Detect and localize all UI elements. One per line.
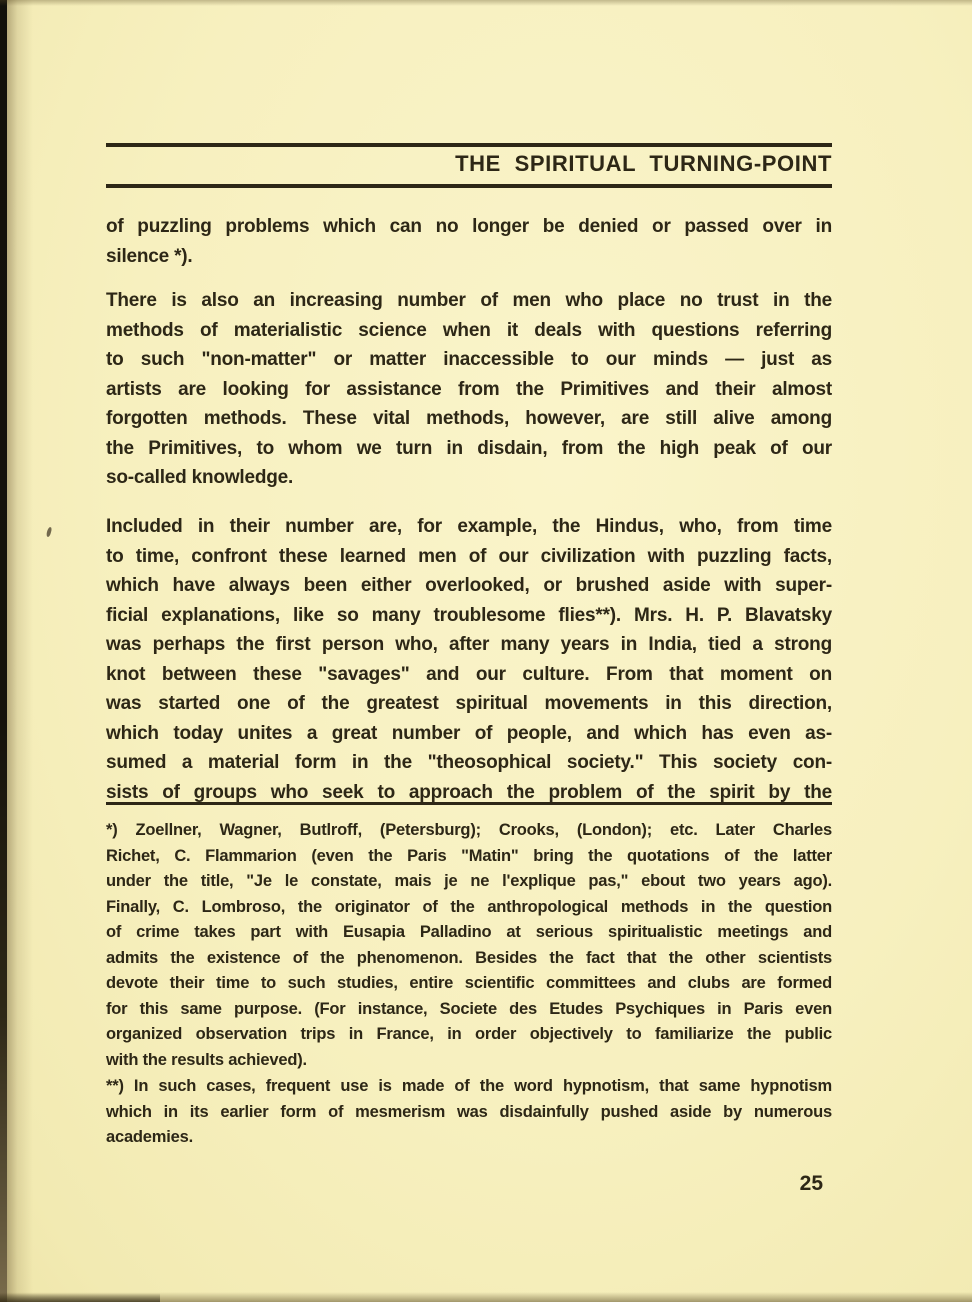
footnote	[106, 1074, 832, 1151]
text-line: organized observation trips in France, in order objectively to familiarize the public	[106, 1025, 832, 1043]
text-line: of puzzling problems which can no longer be denied or passed over in	[106, 216, 832, 237]
text-line: Finally, C. Lombroso, the originator of the anthropological methods in the question	[106, 897, 832, 916]
scan-binding-strip	[0, 0, 7, 1302]
footnote-separator-rule	[106, 802, 832, 805]
text-line: silence *).	[106, 245, 193, 267]
paragraph	[106, 212, 832, 271]
paragraph	[106, 512, 832, 807]
text-line: academies.	[106, 1128, 193, 1146]
text-line: There is also an increasing number of men who place no trust in the	[106, 290, 832, 311]
text-line: devote their time to such studies, entire scientific committees and clubs are formed	[106, 974, 832, 992]
header-rule-bottom	[106, 184, 832, 188]
text-line: sists of groups who seek to approach the problem of the spirit by the	[106, 781, 832, 803]
text-line: forgotten methods. These vital methods, however, are still alive among	[106, 408, 832, 429]
text-line: artists are looking for assistance from the Primitives and their almost	[106, 378, 832, 400]
scan-binding-shadow	[7, 0, 33, 1302]
text-line: admits the existence of the phenomenon. Besides the fact that the other scientists	[106, 948, 832, 967]
text-line: was perhaps the first person who, after many years in India, tied a strong	[106, 634, 832, 655]
page-number: 25	[799, 1172, 823, 1195]
header-rule-top	[106, 143, 832, 147]
text-line: which today unites a great number of people, and which has even as-	[106, 722, 832, 744]
text-line: Included in their number are, for example, the Hindus, who, from time	[106, 516, 832, 537]
text-line: to such "non-matter" or matter inaccessible to our minds — just as	[106, 349, 832, 370]
text-line: Richet, C. Flammarion (even the Paris "Matin" bring the quotations of the latter	[106, 846, 832, 865]
text-line: for this same purpose. (For instance, Societe des Etudes Psychiques in Paris even	[106, 999, 832, 1018]
text-line: the Primitives, to whom we turn in disdain, from the high peak of our	[106, 437, 832, 459]
text-line: with the results achieved).	[106, 1050, 307, 1069]
paragraph	[106, 286, 832, 493]
text-line: under the title, "Je le constate, mais je ne l'explique pas," ebout two years ago).	[106, 872, 832, 890]
text-line: to time, confront these learned men of our civilization with puzzling facts,	[106, 545, 832, 567]
text-line: which have always been either overlooked, or brushed aside with super-	[106, 575, 832, 596]
text-line: ficial explanations, like so many troublesome flies**). Mrs. H. P. Blavatsky	[106, 604, 832, 626]
running-title: THE SPIRITUAL TURNING-POINT	[455, 151, 832, 176]
ink-speck	[46, 527, 52, 538]
text-line: knot between these "savages" and our culture. From that moment on	[106, 663, 832, 685]
text-line: *) Zoellner, Wagner, Butlroff, (Petersburg); Crooks, (London); etc. Later Charles	[106, 821, 832, 839]
text-line: of crime takes part with Eusapia Palladino at serious spiritualistic meetings and	[106, 923, 832, 941]
text-line: was started one of the greatest spiritual movements in this direction,	[106, 693, 832, 714]
scan-top-edge-shadow	[0, 0, 972, 6]
text-line: **) In such cases, frequent use is made of the word hypnotism, that same hypnotism	[106, 1077, 832, 1095]
text-line: which in its earlier form of mesmerism was disdainfully pushed aside by numerous	[106, 1102, 832, 1121]
text-line: so-called knowledge.	[106, 467, 294, 488]
text-line: sumed a material form in the "theosophical society." This society con-	[106, 752, 832, 773]
scan-bottom-left-shadow	[0, 1293, 160, 1302]
text-line: methods of materialistic science when it deals with questions referring	[106, 319, 832, 341]
footnote	[106, 818, 832, 1073]
